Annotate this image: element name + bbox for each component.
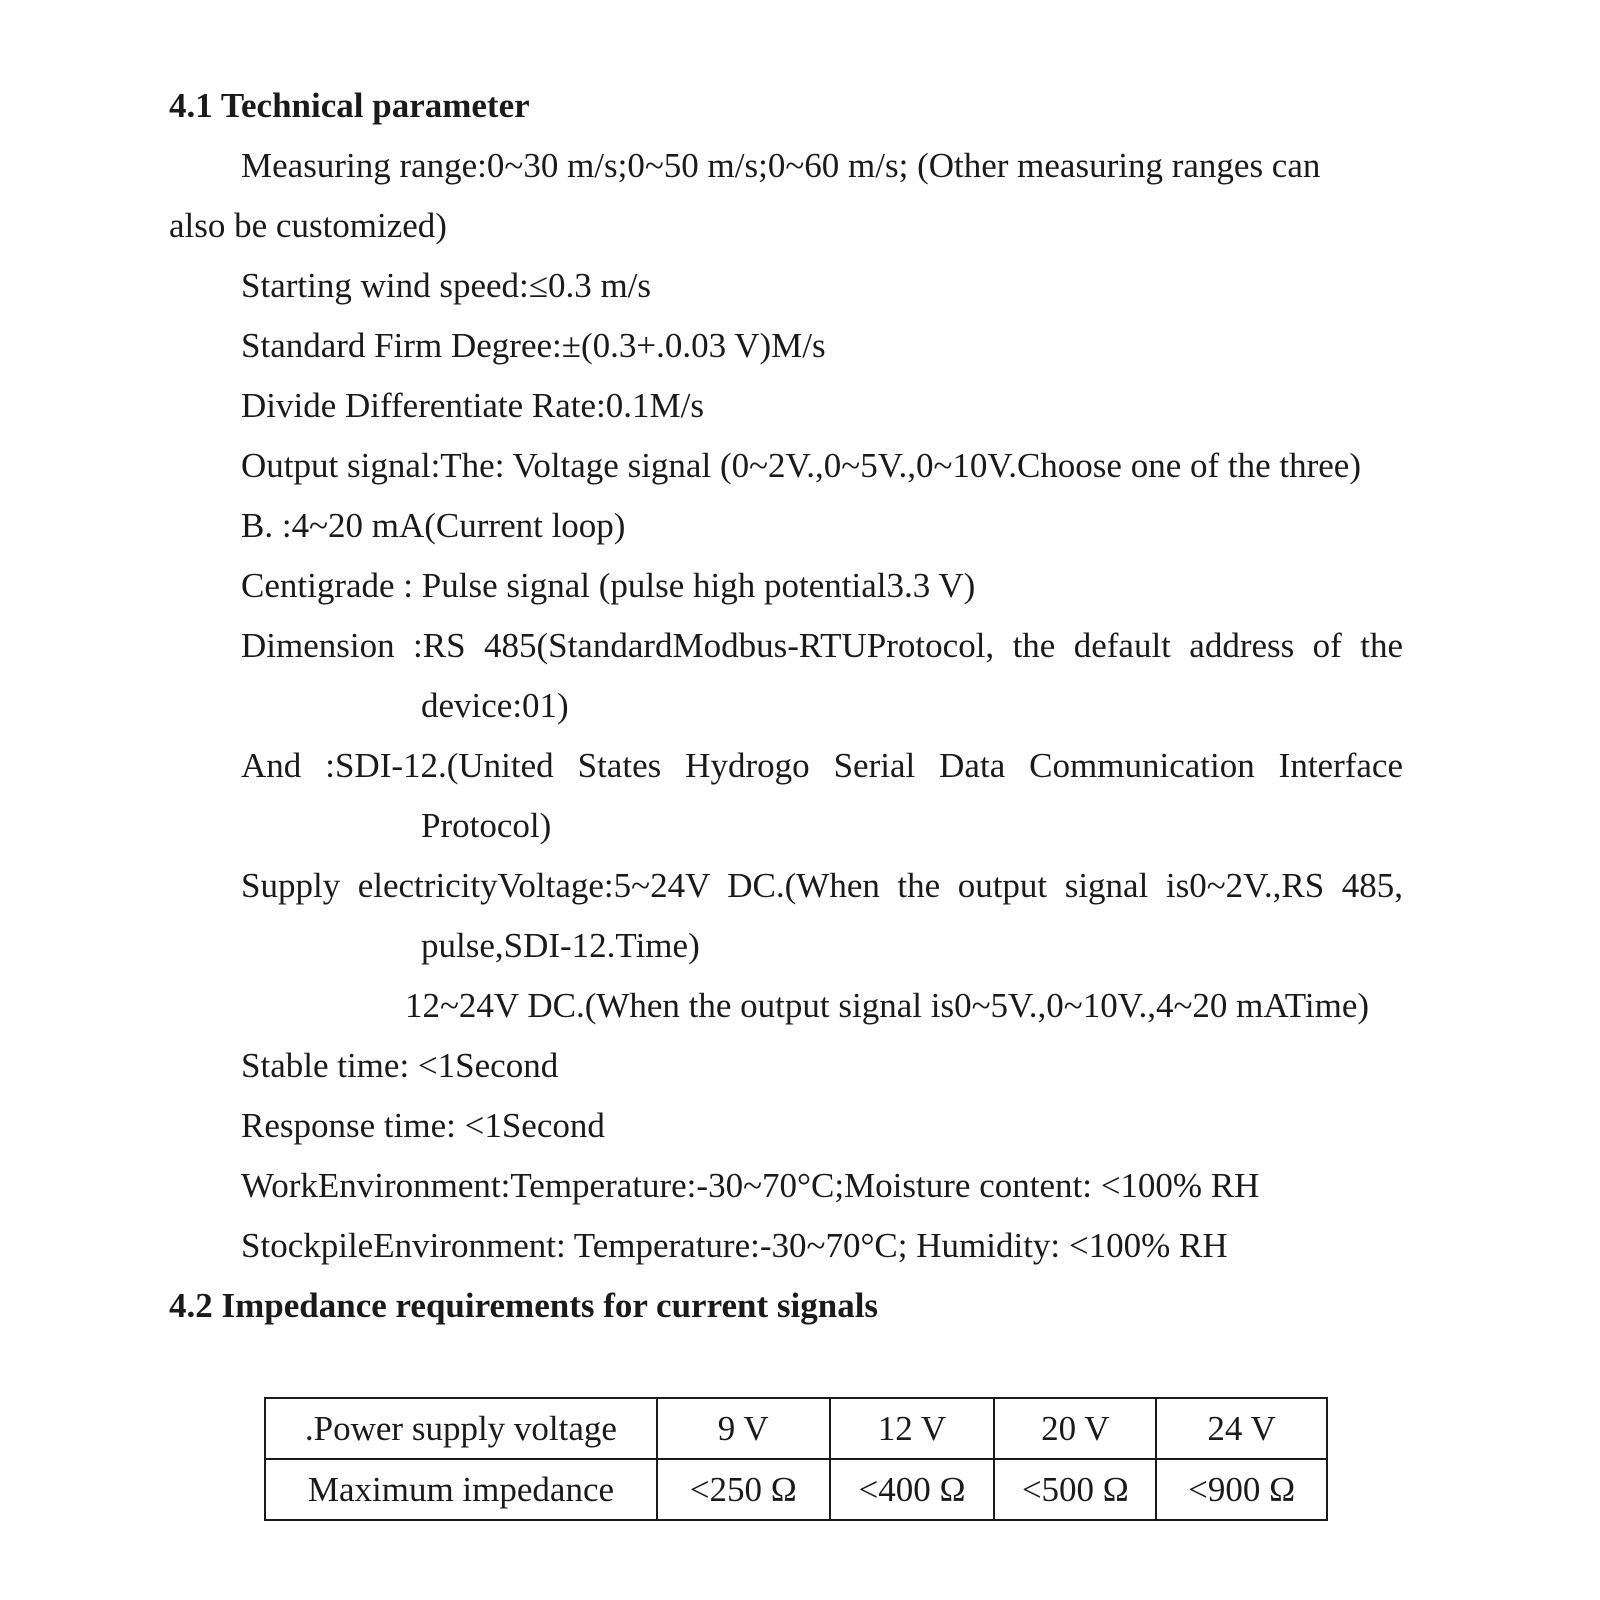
param-starting-wind-speed: Starting wind speed:≤0.3 m/s [241, 266, 652, 305]
param-stockpile-environment: StockpileEnvironment: Temperature:-30~70°C; Humidity: <100% RH [241, 1226, 1228, 1265]
param-output-signal: Output signal:The: Voltage signal (0~2V.,0~5V.,0~10V.Choose one of the three) [241, 446, 1361, 485]
table-cell: <500 Ω [994, 1459, 1156, 1520]
table-cell: <250 Ω [657, 1459, 830, 1520]
table-cell: 9 V [657, 1398, 830, 1459]
param-stable-time: Stable time: <1Second [241, 1046, 559, 1085]
param-measuring-range-cont: also be customized) [169, 206, 447, 245]
param-pulse-signal: Centigrade : Pulse signal (pulse high potential3.3 V) [241, 566, 976, 605]
param-supply-voltage: Supply electricityVoltage:5~24V DC.(When the output signal is0~2V.,RS 485, [241, 866, 1403, 905]
param-standard-firm-degree: Standard Firm Degree:±(0.3+.0.03 V)M/s [241, 326, 826, 365]
table-row-label: .Power supply voltage [265, 1398, 657, 1459]
table-cell: <400 Ω [830, 1459, 995, 1520]
table-cell: 20 V [994, 1398, 1156, 1459]
section-heading-technical-parameter: 4.1 Technical parameter [169, 86, 530, 125]
table-row [265, 1459, 1327, 1520]
param-sdi12: And :SDI-12.(United States Hydrogo Serial Data Communication Interface [241, 746, 1403, 785]
param-sdi12-cont: Protocol) [421, 806, 552, 845]
table-cell: 24 V [1156, 1398, 1327, 1459]
param-divide-differentiate-rate: Divide Differentiate Rate:0.1M/s [241, 386, 704, 425]
param-supply-voltage-cont: pulse,SDI-12.Time) [421, 926, 700, 965]
param-supply-voltage-alt: 12~24V DC.(When the output signal is0~5V.,0~10V.,4~20 mATime) [405, 986, 1370, 1025]
section-heading-impedance: 4.2 Impedance requirements for current signals [169, 1286, 879, 1325]
table-row-label: Maximum impedance [265, 1459, 657, 1520]
param-rs485: Dimension :RS 485(StandardModbus-RTUProtocol, the default address of the [241, 626, 1403, 665]
param-work-environment: WorkEnvironment:Temperature:-30~70°C;Moisture content: <100% RH [241, 1166, 1260, 1205]
param-current-loop: B. :4~20 mA(Current loop) [241, 506, 626, 545]
table-cell: 12 V [830, 1398, 995, 1459]
param-rs485-cont: device:01) [421, 686, 569, 725]
impedance-table [264, 1397, 1328, 1521]
param-response-time: Response time: <1Second [241, 1106, 605, 1145]
table-row [265, 1398, 1327, 1459]
param-measuring-range: Measuring range:0~30 m/s;0~50 m/s;0~60 m/s; (Other measuring ranges can [241, 146, 1321, 185]
table-cell: <900 Ω [1156, 1459, 1327, 1520]
